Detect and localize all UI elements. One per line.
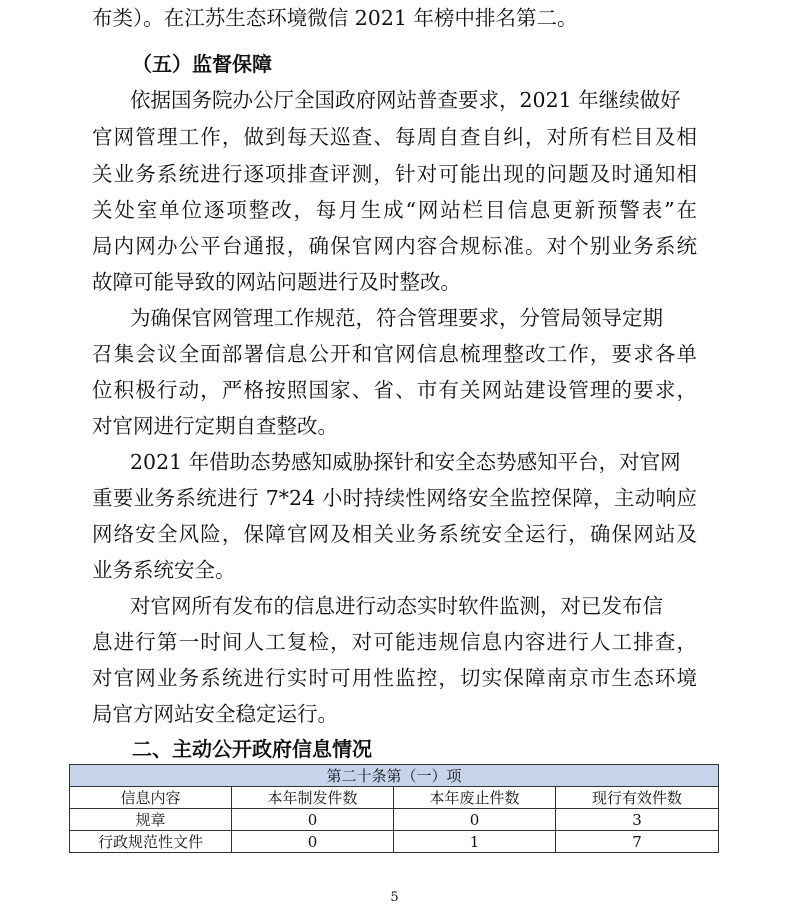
- paragraph-line: 官网管理工作，做到每天巡查、每周自查自纠，对所有栏目及相: [92, 125, 697, 149]
- paragraph-line: 网络安全风险，保障官网及相关业务系统安全运行，确保网站及: [92, 522, 697, 546]
- table-cell: 规章: [70, 809, 232, 831]
- paragraph-line: 息进行第一时间人工复检，对可能违规信息内容进行人工排查，: [92, 630, 697, 654]
- paragraph-line: 业务系统安全。: [92, 558, 236, 582]
- paragraph-line: 2021 年借助态势感知威胁探针和安全态势感知平台，对官网: [130, 450, 681, 474]
- table-cell: 7: [556, 831, 719, 853]
- paragraph-line: 故障可能导致的网站问题进行及时整改。: [92, 270, 461, 294]
- column-header: 本年废止件数: [394, 787, 556, 809]
- paragraph-line: 局官方网站安全稳定运行。: [92, 702, 338, 726]
- paragraph-line: 重要业务系统进行 7*24 小时持续性网络安全监控保障，主动响应: [92, 486, 697, 510]
- paragraph-line: 对官网业务系统进行实时可用性监控，切实保障南京市生态环境: [92, 666, 697, 690]
- table-cell: 0: [232, 809, 394, 831]
- table-caption-row: [70, 765, 719, 787]
- paragraph-line: 对官网所有发布的信息进行动态实时软件监测，对已发布信: [130, 594, 663, 618]
- table-row: [70, 809, 719, 831]
- page-number: 5: [390, 890, 399, 905]
- paragraph-line: 关处室单位逐项整改，每月生成“网站栏目信息更新预警表”在: [92, 198, 697, 222]
- table-cell: 1: [394, 831, 556, 853]
- section-heading-supervision: （五）监督保障: [132, 52, 272, 76]
- table-cell: 行政规范性文件: [70, 831, 232, 853]
- paragraph-line: 位积极行动，严格按照国家、省、市有关网站建设管理的要求，: [92, 378, 697, 402]
- paragraph-intro-line: 布类）。在江苏生态环境微信 2021 年榜中排名第二。: [92, 6, 578, 30]
- paragraph-line: 召集会议全面部署信息公开和官网信息梳理整改工作，要求各单: [92, 342, 697, 366]
- table-cell: 3: [556, 809, 719, 831]
- table-cell: 0: [394, 809, 556, 831]
- table-row: [70, 831, 719, 853]
- paragraph-line: 对官网进行定期自查整改。: [92, 414, 338, 438]
- table-cell: 0: [232, 831, 394, 853]
- column-header: 现行有效件数: [556, 787, 719, 809]
- paragraph-line: 局内网办公平台通报，确保官网内容合规标准。对个别业务系统: [92, 234, 697, 258]
- paragraph-line: 关业务系统进行逐项排查评测，针对可能出现的问题及时通知相: [92, 162, 697, 186]
- section-heading-public-info: 二、主动公开政府信息情况: [132, 737, 372, 761]
- paragraph-line: 为确保官网管理工作规范，符合管理要求，分管局领导定期: [130, 306, 663, 330]
- info-disclosure-table: [69, 764, 719, 853]
- table-caption: 第二十条第（一）项: [70, 765, 719, 787]
- paragraph-line: 依据国务院办公厅全国政府网站普查要求，2021 年继续做好: [130, 88, 681, 112]
- column-header: 信息内容: [70, 787, 232, 809]
- column-header: 本年制发件数: [232, 787, 394, 809]
- table-header-row: [70, 787, 719, 809]
